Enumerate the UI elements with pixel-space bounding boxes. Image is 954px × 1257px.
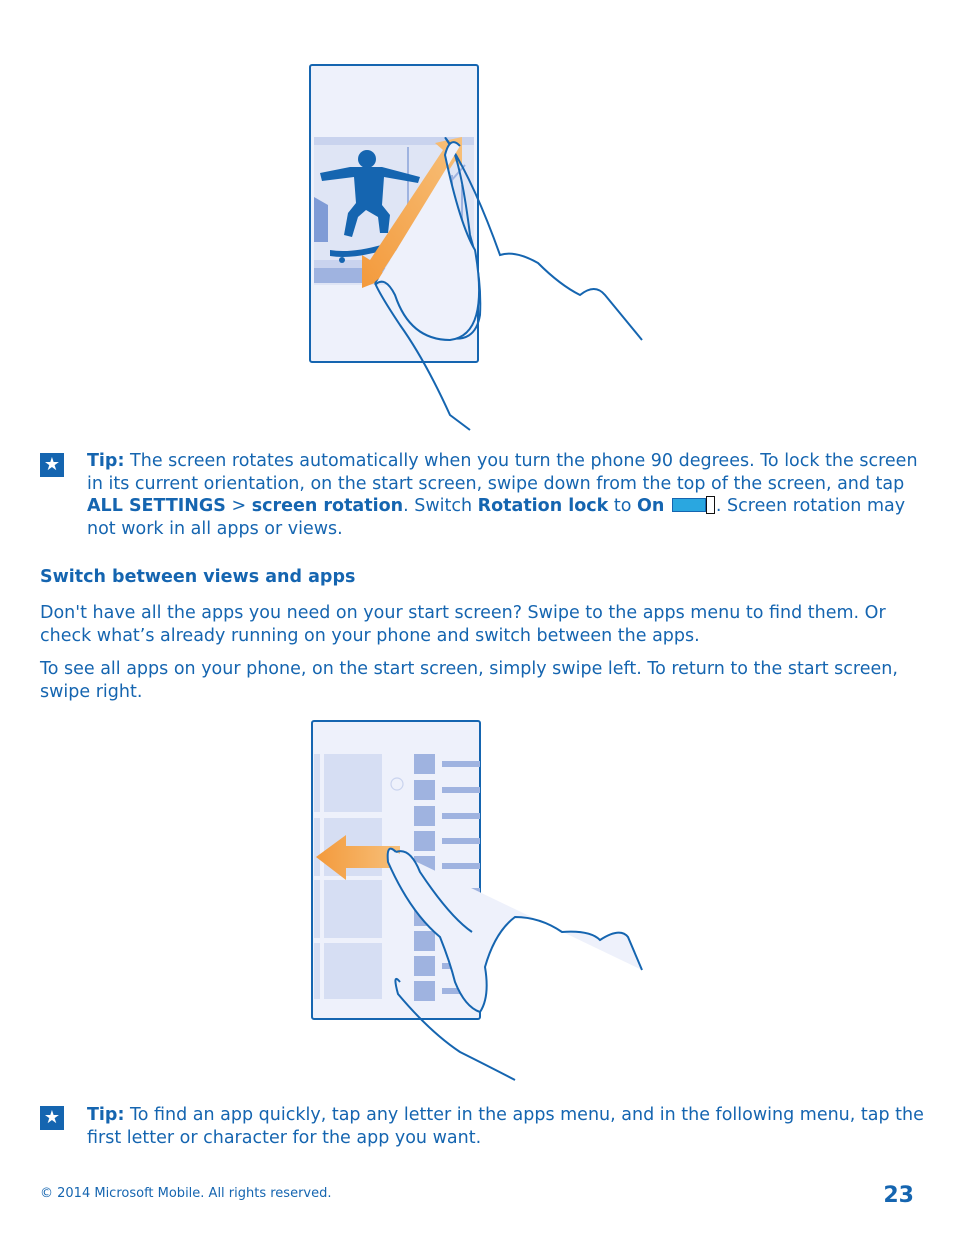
- section-heading: Switch between views and apps: [40, 567, 356, 587]
- toggle-on-icon: [672, 497, 714, 513]
- tip-label: Tip:: [87, 451, 125, 471]
- tip-label: Tip:: [87, 1105, 125, 1125]
- tip-rotation: Tip: The screen rotates automatically when you turn the phone 90 degrees. To lock the screen in its current orientation, on the start screen, swipe down from the top of the screen, and tap ALL SETTINGS > screen rotation. Switch Rotation lock to On . Screen rotation may not work in all apps or views.: [87, 451, 918, 539]
- star-icon: ★: [40, 1106, 64, 1130]
- all-settings-label: ALL SETTINGS: [87, 496, 226, 516]
- screen-rotation-label: screen rotation: [251, 496, 404, 516]
- page-number: 23: [883, 1183, 914, 1208]
- rotate-screen-illustration: [300, 55, 660, 435]
- on-label: On: [637, 496, 665, 516]
- tip-find-app: Tip: To find an app quickly, tap any letter in the apps menu, and in the following menu, tap the first letter or character for the app you want.: [87, 1105, 924, 1148]
- rotation-lock-label: Rotation lock: [477, 496, 609, 516]
- swipe-left-illustration: [300, 712, 650, 1082]
- star-icon: ★: [40, 453, 64, 477]
- copyright: © 2014 Microsoft Mobile. All rights reserved.: [40, 1186, 332, 1201]
- paragraph-swipe-left: To see all apps on your phone, on the start screen, simply swipe left. To return to the start screen, swipe right.: [40, 659, 898, 702]
- paragraph-apps-menu: Don't have all the apps you need on your start screen? Swipe to the apps menu to find them. Or check what’s already running on your phone and switch between the apps.: [40, 603, 886, 646]
